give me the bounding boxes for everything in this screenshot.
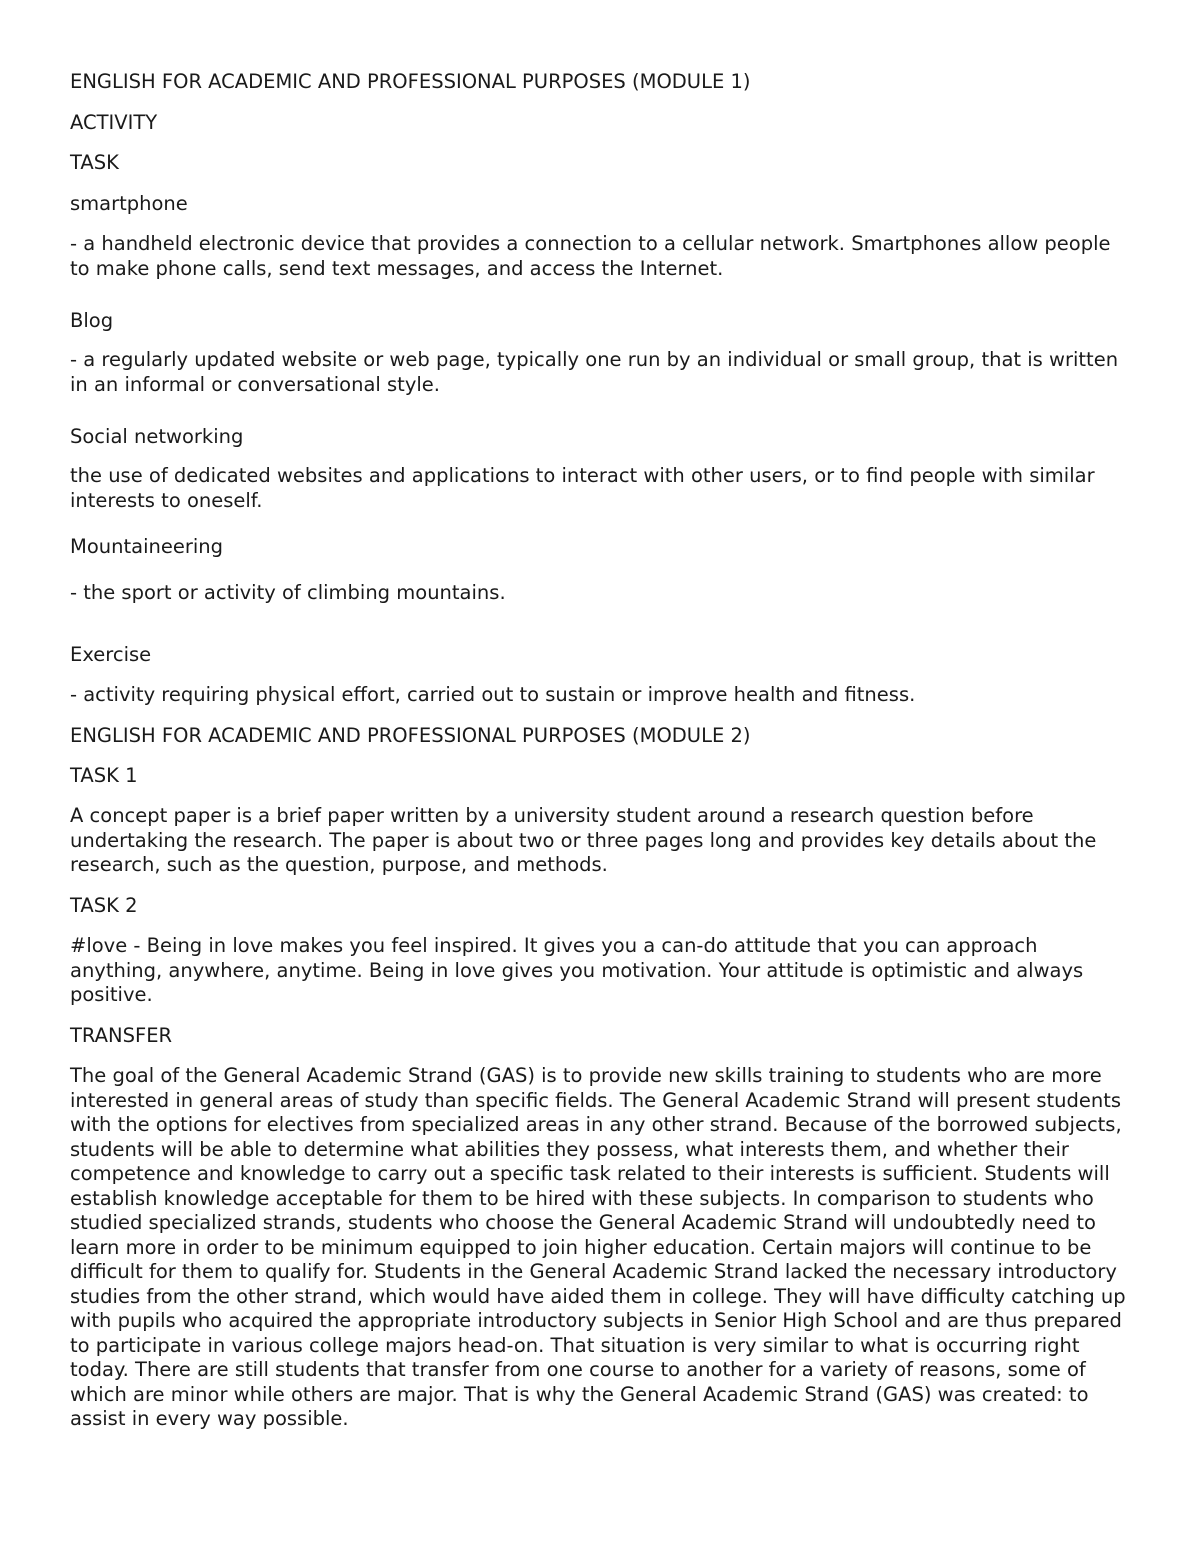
term-social-networking: Social networking — [70, 425, 244, 448]
module1-heading: ENGLISH FOR ACADEMIC AND PROFESSIONAL PURPOSES (MODULE 1) — [70, 70, 751, 93]
term-blog: Blog — [70, 309, 114, 332]
task2-label: TASK 2 — [70, 894, 138, 917]
task1-text: A concept paper is a brief paper written by a university student around a research question before undertaking the research. The paper is about two or three pages long and provides key details about the research, such as the question, purpose, and methods. — [70, 804, 1097, 876]
task1-label: TASK 1 — [70, 764, 138, 787]
definition-smartphone: - a handheld electronic device that provides a connection to a cellular network. Smartphones allow people to make phone calls, send text messages, and access the Internet. — [70, 232, 1111, 280]
definition-blog: - a regularly updated website or web page, typically one run by an individual or small group, that is written in an informal or conversational style. — [70, 348, 1119, 396]
module2-heading: ENGLISH FOR ACADEMIC AND PROFESSIONAL PURPOSES (MODULE 2) — [70, 724, 751, 747]
term-mountaineering: Mountaineering — [70, 535, 224, 558]
term-exercise: Exercise — [70, 643, 152, 666]
task-label: TASK — [70, 151, 119, 174]
definition-exercise: - activity requiring physical effort, carried out to sustain or improve health and fitness. — [70, 683, 916, 706]
definition-mountaineering: - the sport or activity of climbing mountains. — [70, 581, 506, 604]
task2-text: #love - Being in love makes you feel inspired. It gives you a can-do attitude that you can approach anything, anywhere, anytime. Being in love gives you motivation. Your attitude is optimistic and always positive. — [70, 934, 1084, 1006]
term-smartphone: smartphone — [70, 192, 188, 215]
transfer-label: TRANSFER — [70, 1024, 173, 1047]
activity-label: ACTIVITY — [70, 111, 158, 134]
definition-social-networking: the use of dedicated websites and applications to interact with other users, or to find people with similar interests to oneself. — [70, 464, 1095, 512]
transfer-text: The goal of the General Academic Strand (GAS) is to provide new skills training to students who are more interested in general areas of study than specific fields. The General Academic Strand will present students with the options for electives from specialized areas in any other strand. Because of the borrowed subjects, students will be able to determine what abilities they possess, what interests them, and whether their competence and knowledge to carry out a specific task related to their interests is sufficient. Students will establish knowledge acceptable for them to be hired with these subjects. In comparison to students who studied specialized strands, students who choose the General Academic Strand will undoubtedly need to learn more in order to be minimum equipped to join higher education. Certain majors will continue to be difficult for them to qualify for. Students in the General Academic Strand lacked the necessary introductory studies from the other strand, which would have aided them in college. They will have difficulty catching up with pupils who acquired the appropriate introductory subjects in Senior High School and are thus prepared to participate in various college majors head-on. That situation is very similar to what is occurring right today. There are still students that transfer from one course to another for a variety of reasons, some of which are minor while others are major. That is why the General Academic Strand (GAS) was created: to assist in every way possible. — [70, 1064, 1126, 1430]
